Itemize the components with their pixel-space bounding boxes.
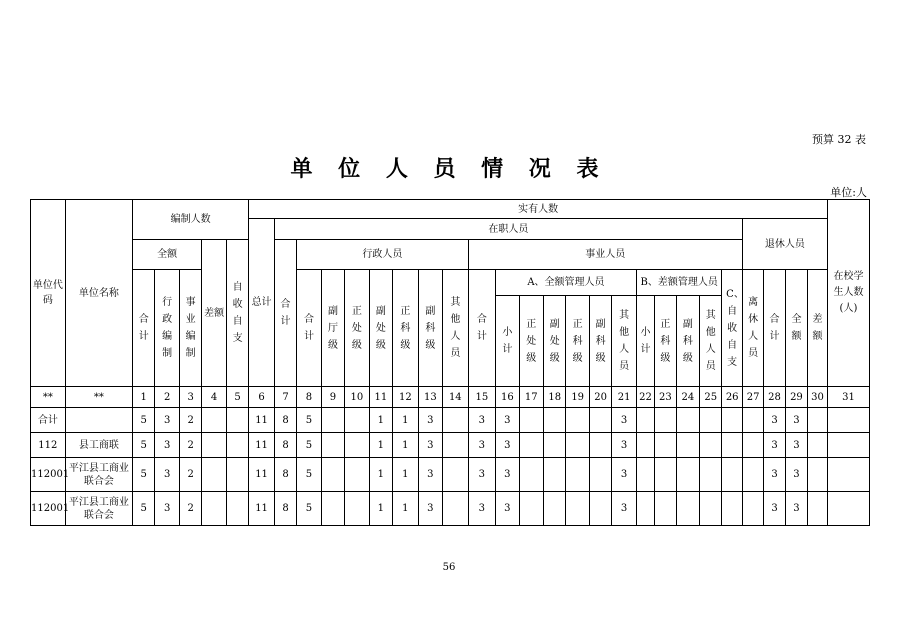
table-cell	[722, 433, 742, 458]
col-num: **	[65, 387, 132, 408]
col-num: 15	[468, 387, 496, 408]
table-cell: 3	[468, 458, 496, 492]
col-num: 6	[249, 387, 275, 408]
col-num: 18	[544, 387, 566, 408]
table-cell	[742, 408, 763, 433]
table-cell: 8	[274, 492, 296, 526]
table-row	[31, 408, 870, 433]
table-cell	[226, 458, 249, 492]
table-cell: 5	[297, 433, 321, 458]
table-cell	[226, 492, 249, 526]
table-cell	[519, 433, 543, 458]
table-cell	[544, 492, 566, 526]
table-cell	[321, 408, 344, 433]
header-full: 全额	[133, 240, 202, 270]
header-a-group: A、全额管理人员	[496, 270, 637, 296]
table-cell	[655, 458, 676, 492]
table-cell	[722, 458, 742, 492]
table-cell	[636, 408, 654, 433]
col-num: 16	[496, 387, 519, 408]
header-ret-total: 合计	[764, 270, 785, 387]
table-cell: 3	[155, 458, 179, 492]
header-admin-other: 其他人员	[443, 270, 469, 387]
table-cell: 3	[155, 492, 179, 526]
table-cell	[655, 408, 676, 433]
cell-unit-code: 合计	[31, 408, 66, 433]
header-retired: 退休人员	[742, 219, 827, 270]
col-num: 29	[785, 387, 807, 408]
table-cell: 3	[418, 433, 442, 458]
cell-unit-code: 112	[31, 433, 66, 458]
table-cell	[722, 408, 742, 433]
table-cell: 2	[179, 492, 201, 526]
header-ret-diff: 差额	[808, 270, 828, 387]
header-subtotal-all: 合计	[274, 240, 296, 387]
table-cell	[345, 458, 369, 492]
table-cell	[827, 433, 869, 458]
table-cell	[700, 433, 722, 458]
table-cell	[827, 458, 869, 492]
table-cell	[808, 458, 828, 492]
header-career-staff: 事业人员	[468, 240, 742, 270]
table-cell: 8	[274, 458, 296, 492]
header-admin-total: 合计	[297, 270, 321, 387]
table-cell	[655, 433, 676, 458]
table-cell	[519, 408, 543, 433]
table-cell: 3	[155, 433, 179, 458]
header-b-zheng-ke: 正科级	[655, 296, 676, 387]
table-cell	[676, 492, 699, 526]
table-cell: 1	[369, 433, 392, 458]
table-cell: 1	[369, 458, 392, 492]
table-cell	[722, 492, 742, 526]
col-num: 17	[519, 387, 543, 408]
table-cell: 11	[249, 492, 275, 526]
cell-unit-name: 县工商联	[65, 433, 132, 458]
col-num: 21	[612, 387, 636, 408]
table-cell	[544, 408, 566, 433]
table-cell	[566, 433, 589, 458]
header-lixiu: 离休人员	[742, 270, 763, 387]
table-cell	[700, 458, 722, 492]
col-num: 22	[636, 387, 654, 408]
header-a-zheng-chu: 正处级	[519, 296, 543, 387]
col-num: 10	[345, 387, 369, 408]
table-cell: 5	[133, 433, 155, 458]
personnel-table	[30, 199, 870, 526]
col-num: 31	[827, 387, 869, 408]
table-cell	[742, 433, 763, 458]
header-students: 在校学生人数(人)	[827, 200, 869, 387]
table-cell	[226, 433, 249, 458]
col-num: 13	[418, 387, 442, 408]
table-cell	[566, 492, 589, 526]
col-num: 28	[764, 387, 785, 408]
table-cell: 11	[249, 433, 275, 458]
table-cell	[519, 492, 543, 526]
table-cell	[589, 492, 611, 526]
col-num: 26	[722, 387, 742, 408]
col-num: 25	[700, 387, 722, 408]
table-cell: 3	[468, 492, 496, 526]
header-zheng-chu: 正处级	[345, 270, 369, 387]
table-cell	[742, 458, 763, 492]
header-career-total: 合计	[468, 270, 496, 387]
col-num: 24	[676, 387, 699, 408]
header-diff: 差额	[202, 240, 226, 387]
table-cell: 1	[369, 408, 392, 433]
table-cell	[544, 433, 566, 458]
col-num: 2	[155, 387, 179, 408]
table-cell	[544, 458, 566, 492]
header-fu-chu: 副处级	[369, 270, 392, 387]
table-cell	[700, 492, 722, 526]
header-unit-code: 单位代码	[31, 200, 66, 387]
table-cell: 2	[179, 458, 201, 492]
cell-unit-name: 平江县工商业联合会	[65, 492, 132, 526]
page-title: 单 位 人 员 情 况 表	[290, 156, 608, 182]
table-cell	[676, 458, 699, 492]
table-cell: 5	[297, 458, 321, 492]
col-num: 11	[369, 387, 392, 408]
table-cell	[443, 433, 469, 458]
col-num: 1	[133, 387, 155, 408]
table-cell	[808, 433, 828, 458]
table-cell: 3	[496, 492, 519, 526]
table-cell: 11	[249, 408, 275, 433]
header-c-group: C、自收自支	[722, 270, 742, 387]
table-cell: 3	[612, 458, 636, 492]
table-cell: 8	[274, 433, 296, 458]
cell-unit-code: 112001	[31, 458, 66, 492]
table-cell	[226, 408, 249, 433]
table-cell: 3	[612, 433, 636, 458]
table-cell	[443, 492, 469, 526]
table-cell: 1	[393, 408, 419, 433]
table-cell	[676, 408, 699, 433]
header-a-zheng-ke: 正科级	[566, 296, 589, 387]
header-ret-full: 全额	[785, 270, 807, 387]
table-cell: 3	[612, 408, 636, 433]
table-cell: 3	[468, 408, 496, 433]
header-career-est: 事业编制	[179, 270, 201, 387]
table-cell: 2	[179, 433, 201, 458]
col-num: 7	[274, 387, 296, 408]
table-cell	[566, 458, 589, 492]
table-cell: 3	[496, 458, 519, 492]
header-in-service: 在职人员	[274, 219, 742, 240]
table-cell	[589, 458, 611, 492]
table-cell: 3	[418, 458, 442, 492]
table-cell: 3	[785, 458, 807, 492]
table-cell: 3	[612, 492, 636, 526]
table-cell: 2	[179, 408, 201, 433]
table-cell	[742, 492, 763, 526]
table-cell	[202, 458, 226, 492]
table-cell: 3	[496, 433, 519, 458]
table-cell: 3	[785, 408, 807, 433]
unit-label: 单位:人	[830, 186, 867, 199]
col-num: 14	[443, 387, 469, 408]
table-cell: 3	[764, 433, 785, 458]
header-b-group: B、差额管理人员	[636, 270, 722, 296]
header-zheng-ke: 正科级	[393, 270, 419, 387]
col-num: 4	[202, 387, 226, 408]
page-number: 56	[442, 562, 456, 573]
col-num: 23	[655, 387, 676, 408]
table-cell	[636, 492, 654, 526]
table-cell	[566, 408, 589, 433]
col-num: 19	[566, 387, 589, 408]
col-num: 5	[226, 387, 249, 408]
cell-unit-code: 112001	[31, 492, 66, 526]
table-cell: 1	[369, 492, 392, 526]
table-cell: 3	[785, 492, 807, 526]
table-cell: 11	[249, 458, 275, 492]
table-cell	[345, 433, 369, 458]
table-cell: 3	[468, 433, 496, 458]
col-num: 30	[808, 387, 828, 408]
table-cell	[202, 433, 226, 458]
column-number-row	[31, 387, 870, 408]
col-num: 3	[179, 387, 201, 408]
col-num: 20	[589, 387, 611, 408]
table-cell	[345, 408, 369, 433]
col-num: **	[31, 387, 66, 408]
header-unit-name: 单位名称	[65, 200, 132, 387]
header-b-subtotal: 小计	[636, 296, 654, 387]
table-cell	[321, 458, 344, 492]
form-number: 预算 32 表	[812, 133, 866, 146]
table-cell	[345, 492, 369, 526]
table-cell	[827, 492, 869, 526]
table-cell: 3	[496, 408, 519, 433]
header-b-fu-ke: 副科级	[676, 296, 699, 387]
table-cell: 5	[133, 492, 155, 526]
table-row	[31, 458, 870, 492]
table-cell: 8	[274, 408, 296, 433]
data-rows	[31, 408, 870, 526]
table-cell	[321, 433, 344, 458]
table-cell	[202, 408, 226, 433]
table-cell	[443, 458, 469, 492]
table-cell	[519, 458, 543, 492]
table-cell	[808, 408, 828, 433]
table-cell: 3	[418, 408, 442, 433]
header-admin-est: 行政编制	[155, 270, 179, 387]
header-self: 自收自支	[226, 240, 249, 387]
header-a-fu-ke: 副科级	[589, 296, 611, 387]
header-vice-dept: 副厅级	[321, 270, 344, 387]
table-cell	[808, 492, 828, 526]
table-cell: 3	[764, 458, 785, 492]
table-cell	[700, 408, 722, 433]
header-a-subtotal: 小计	[496, 296, 519, 387]
table-cell: 5	[133, 408, 155, 433]
table-cell: 1	[393, 433, 419, 458]
cell-unit-name: 平江县工商业联合会	[65, 458, 132, 492]
table-cell: 3	[764, 492, 785, 526]
col-num: 12	[393, 387, 419, 408]
table-cell	[443, 408, 469, 433]
table-cell	[202, 492, 226, 526]
table-cell: 5	[297, 408, 321, 433]
table-cell: 1	[393, 492, 419, 526]
col-num: 8	[297, 387, 321, 408]
col-num: 9	[321, 387, 344, 408]
header-admin-staff: 行政人员	[297, 240, 468, 270]
table-cell: 5	[297, 492, 321, 526]
table-cell	[636, 458, 654, 492]
table-cell: 1	[393, 458, 419, 492]
header-a-fu-chu: 副处级	[544, 296, 566, 387]
header-est-total: 合计	[133, 270, 155, 387]
header-fu-ke: 副科级	[418, 270, 442, 387]
table-row	[31, 433, 870, 458]
table-cell	[321, 492, 344, 526]
table-cell: 5	[133, 458, 155, 492]
header-b-other: 其他人员	[700, 296, 722, 387]
col-num: 27	[742, 387, 763, 408]
table-cell: 3	[764, 408, 785, 433]
table-cell	[676, 433, 699, 458]
table-cell	[655, 492, 676, 526]
cell-unit-name	[65, 408, 132, 433]
header-actual: 实有人数	[249, 200, 828, 219]
table-row	[31, 492, 870, 526]
table-cell	[589, 433, 611, 458]
header-grand-total: 总计	[249, 219, 275, 387]
header-establishment: 编制人数	[133, 200, 249, 240]
table-cell: 3	[785, 433, 807, 458]
table-cell: 3	[418, 492, 442, 526]
table-cell	[589, 408, 611, 433]
table-cell	[827, 408, 869, 433]
table-cell: 3	[155, 408, 179, 433]
header-a-other: 其他人员	[612, 296, 636, 387]
table-cell	[636, 433, 654, 458]
